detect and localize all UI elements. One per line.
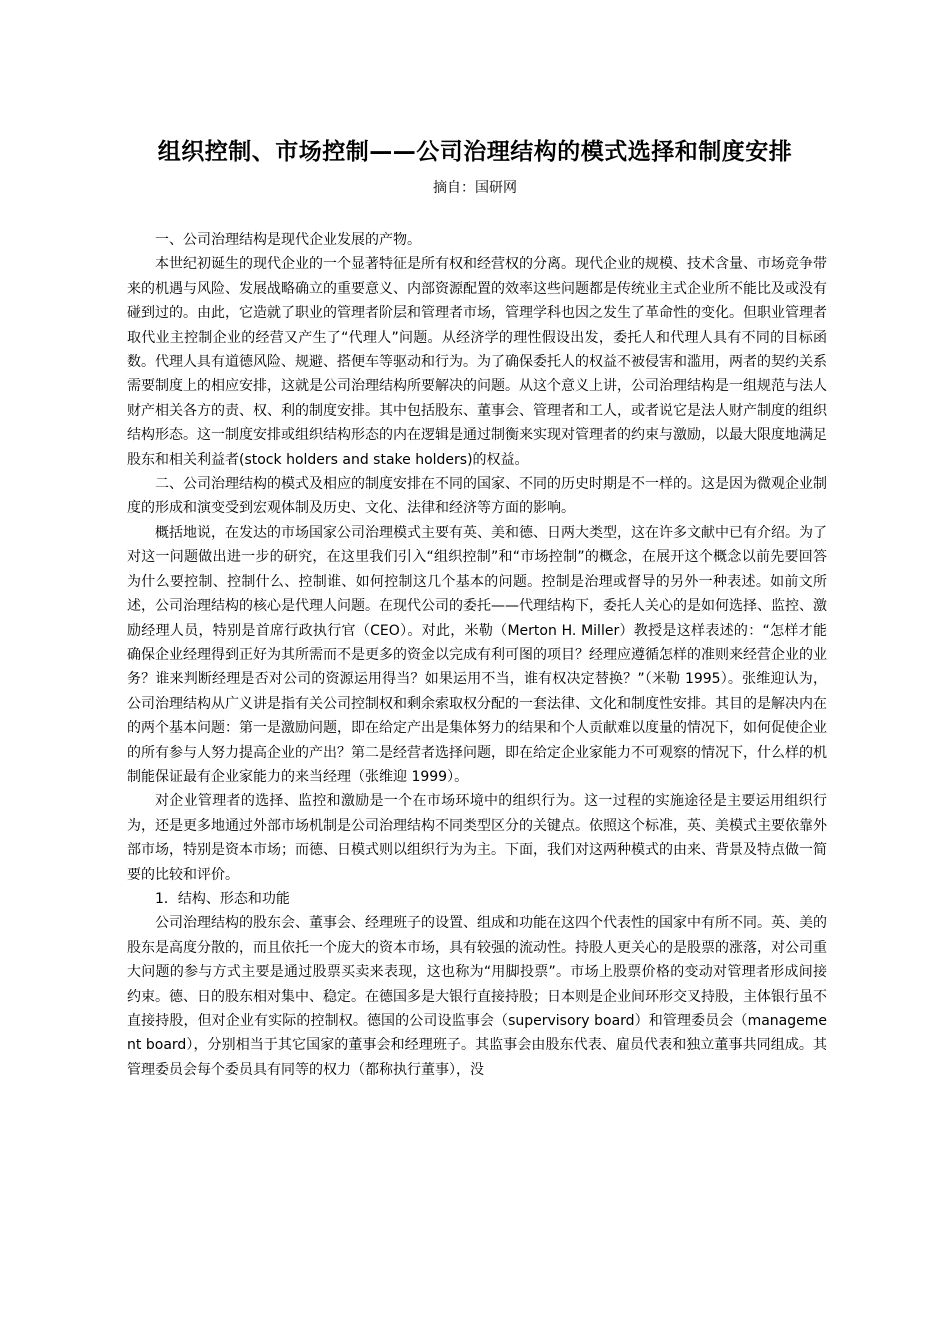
paragraph-section-one-heading: 一、公司治理结构是现代企业发展的产物。	[155, 232, 421, 248]
paragraph-ownership-separation: 本世纪初诞生的现代企业的一个显著特征是所有权和经营权的分离。现代企业的规模、技术含量、市场竞争带来的机遇与风险、发展战略确立的重要意义、内部资源配置的效率这些问题都是传统业主式企业所不能比及或没有碰到过的。由此，它造就了职业的管理者阶层和管理者市场，管理学科也因之发生了革命性的变化。但职业管理者取代业主控制企业的经营又产生了“代理人”问题。从经济学的理性假设出发，委托人和代理人具有不同的目标函数。代理人具有道德风险、规避、搭便车等驱动和行为。为了确保委托人的权益不被侵害和滥用，两者的契约关系需要制度上的相应安排，这就是公司治理结构所要解决的问题。从这个意义上讲，公司治理结构是一组规范与法人财产相关各方的责、权、利的制度安排。其中包括股东、董事会、管理者和工人，或者说它是法人财产制度的组织结构形态。这一制度安排或组织结构形态的内在逻辑是通过制衡来实现对管理者的约束与激励，以最大限度地满足股东和相关利益者(stock holders and stake holders)的权益。	[127, 256, 827, 468]
paragraph-structure-comparison: 公司治理结构的股东会、董事会、经理班子的设置、组成和功能在这四个代表性的国家中有所不同。英、美的股东是高度分散的，而且依托一个庞大的资本市场，具有较强的流动性。持股人更关心的是股票的涨落，对公司重大问题的参与方式主要是通过股票买卖来表现，这也称为“用脚投票”。市场上股票价格的变动对管理者形成间接约束。德、日的股东相对集中、稳定。在德国多是大银行直接持股；日本则是企业间环形交叉持股，主体银行虽不直接持股，但对企业有实际的控制权。德国的公司设监事会（supervisory board）和管理委员会（management board），分别相当于其它国家的董事会和经理班子。其监事会由股东代表、雇员代表和独立董事共同组成。其管理委员会每个委员具有同等的权力（都称执行董事），没	[127, 915, 827, 1078]
paragraph-organizational-behavior: 对企业管理者的选择、监控和激励是一个在市场环境中的组织行为。这一过程的实施途径是主要运用组织行为，还是更多地通过外部市场机制是公司治理结构不同类型区分的关键点。依照这个标准，英、美模式主要依靠外部市场，特别是资本市场；而德、日模式则以组织行为为主。下面，我们对这两种模式的由来、背景及特点做一简要的比较和评价。	[127, 793, 827, 883]
paragraph-subsection-heading: 1．结构、形态和功能	[155, 890, 290, 907]
paragraph-control-concepts: 概括地说，在发达的市场国家公司治理模式主要有英、美和德、日两大类型，这在许多文献中已有介绍。为了对这一问题做出进一步的研究，在这里我们引入“组织控制”和“市场控制”的概念，在展开这个概念以前先要回答为什么要控制、控制什么、控制谁、如何控制这几个基本的问题。控制是治理或督导的另外一种表述。如前文所述，公司治理结构的核心是代理人问题。在现代公司的委托——代理结构下，委托人关心的是如何选择、监控、激励经理人员，特别是首席行政执行官（CEO）。对此，米勒（Merton H. Miller）教授是这样表述的：“怎样才能确保企业经理得到正好为其所需而不是更多的资金以完成有利可图的项目？经理应遵循怎样的准则来经营企业的业务？谁来判断经理是否对公司的资源运用得当？如果运用不当，谁有权决定替换？”（米勒 1995）。张维迎认为，公司治理结构从广义讲是指有关公司控制权和剩余索取权分配的一套法律、文化和制度性安排。其目的是解决内在的两个基本问题：第一是激励问题，即在给定产出是集体努力的结果和个人贡献难以度量的情况下，如何促使企业的所有参与人努力提高企业的产出？第二是经营者选择问题，即在给定企业家能力不可观察的情况下，什么样的机制能保证最有企业家能力的来当经理（张维迎 1999）。	[127, 524, 827, 785]
document-source: 摘自：国研网	[433, 180, 517, 196]
document-body	[127, 228, 827, 1082]
paragraph-section-two-heading: 二、公司治理结构的模式及相应的制度安排在不同的国家、不同的历史时期是不一样的。这是因为微观企业制度的形成和演变受到宏观体制及历史、文化、法律和经济等方面的影响。	[127, 476, 827, 517]
document-title: 组织控制、市场控制——公司治理结构的模式选择和制度安排	[157, 139, 793, 165]
